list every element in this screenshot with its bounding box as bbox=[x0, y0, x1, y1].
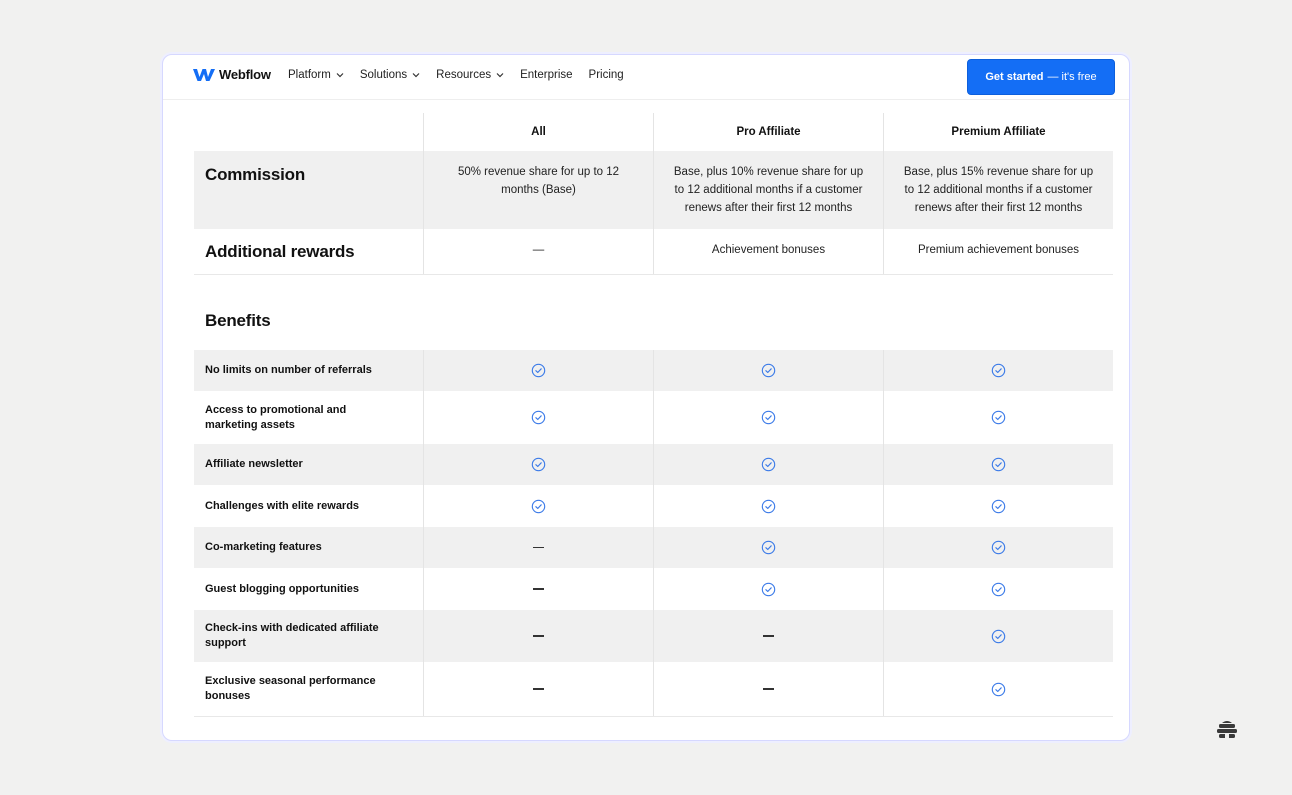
benefit-cell-all bbox=[423, 391, 653, 444]
top-nav bbox=[163, 55, 1129, 100]
chevron-down-icon bbox=[412, 72, 420, 78]
benefit-row bbox=[194, 568, 1113, 610]
dash-icon bbox=[763, 688, 774, 689]
rewards-pro bbox=[653, 229, 883, 274]
check-circle-icon bbox=[991, 499, 1006, 514]
check-circle-icon bbox=[991, 457, 1006, 472]
header-row bbox=[194, 113, 1113, 151]
chevron-down-icon bbox=[496, 72, 504, 78]
column-header-pro: Pro Affiliate bbox=[653, 113, 883, 151]
benefit-label: No limits on number of referrals bbox=[205, 364, 372, 376]
commission-premium-text: Base, plus 15% revenue share for up to 12 additional months if a customer renews after their first 12 months bbox=[903, 166, 1094, 214]
nav-item-enterprise[interactable] bbox=[520, 69, 572, 81]
benefits-title-row bbox=[194, 275, 1113, 350]
commission-pro-text: Base, plus 10% revenue share for up to 12 additional months if a customer renews after their first 12 months bbox=[673, 166, 864, 214]
benefit-label: Challenges with elite rewards bbox=[205, 499, 360, 512]
nav-item-label: Pricing bbox=[588, 69, 624, 81]
nav-item-solutions[interactable] bbox=[360, 69, 420, 81]
benefit-label: Co-marketing features bbox=[205, 541, 322, 553]
benefit-cell-all bbox=[423, 350, 653, 391]
comparison-table bbox=[194, 113, 1113, 717]
benefit-label: Check-ins with dedicated affiliate support bbox=[205, 622, 379, 649]
benefit-row bbox=[194, 527, 1113, 568]
commission-all bbox=[423, 151, 653, 229]
check-circle-icon bbox=[531, 363, 546, 378]
commission-label-cell bbox=[194, 151, 423, 229]
check-circle-icon bbox=[991, 363, 1006, 378]
benefit-cell-premium bbox=[883, 568, 1113, 610]
column-header-all: All bbox=[423, 113, 653, 151]
check-circle-icon bbox=[531, 457, 546, 472]
dash-icon bbox=[763, 635, 774, 636]
benefit-cell-pro bbox=[653, 568, 883, 610]
benefit-label-cell bbox=[194, 610, 423, 662]
check-circle-icon bbox=[761, 540, 776, 555]
header-empty bbox=[194, 113, 423, 151]
benefit-label-cell bbox=[194, 391, 423, 444]
rewards-label-cell bbox=[194, 229, 423, 274]
logo[interactable] bbox=[193, 67, 271, 82]
beehive-icon[interactable] bbox=[1215, 718, 1239, 742]
benefit-cell-pro bbox=[653, 350, 883, 391]
commission-all-text: 50% revenue share for up to 12 months (Base) bbox=[457, 166, 620, 196]
benefit-cell-pro bbox=[653, 610, 883, 662]
benefit-cell-all bbox=[423, 444, 653, 485]
benefit-label-cell bbox=[194, 485, 423, 527]
cta-light-label: — it's free bbox=[1047, 71, 1097, 83]
benefit-label: Affiliate newsletter bbox=[205, 458, 303, 470]
logo-text: Webflow bbox=[219, 67, 271, 82]
commission-pro bbox=[653, 151, 883, 229]
benefit-rows bbox=[194, 350, 1113, 717]
webflow-logo-icon bbox=[193, 68, 215, 82]
benefit-row bbox=[194, 444, 1113, 485]
nav-item-pricing[interactable] bbox=[589, 69, 624, 81]
dash-icon bbox=[533, 547, 544, 548]
benefit-cell-premium bbox=[883, 444, 1113, 485]
nav-item-label: Platform bbox=[288, 69, 331, 81]
nav-item-resources[interactable] bbox=[436, 69, 504, 81]
benefits-title: Benefits bbox=[205, 310, 271, 330]
check-circle-icon bbox=[531, 499, 546, 514]
benefit-label: Guest blogging opportunities bbox=[205, 582, 359, 595]
commission-label: Commission bbox=[205, 165, 306, 184]
benefit-cell-pro bbox=[653, 444, 883, 485]
dash-icon bbox=[533, 688, 544, 689]
benefit-cell-all bbox=[423, 610, 653, 662]
benefit-row bbox=[194, 610, 1113, 662]
benefit-row bbox=[194, 662, 1113, 717]
get-started-button[interactable] bbox=[967, 59, 1115, 95]
benefit-row bbox=[194, 350, 1113, 391]
benefit-cell-pro bbox=[653, 485, 883, 527]
benefit-cell-all bbox=[423, 485, 653, 527]
nav-item-platform[interactable] bbox=[288, 69, 344, 81]
benefit-cell-pro bbox=[653, 527, 883, 568]
benefit-label-cell bbox=[194, 444, 423, 485]
nav-item-label: Solutions bbox=[359, 69, 408, 81]
rewards-all-text: — bbox=[532, 244, 545, 256]
benefit-cell-all bbox=[423, 568, 653, 610]
check-circle-icon bbox=[991, 629, 1006, 644]
rewards-all bbox=[423, 229, 653, 274]
nav-item-label: Enterprise bbox=[520, 69, 573, 81]
check-circle-icon bbox=[761, 582, 776, 597]
benefit-label-cell bbox=[194, 350, 423, 391]
check-circle-icon bbox=[761, 363, 776, 378]
rewards-row bbox=[194, 229, 1113, 275]
benefit-cell-premium bbox=[883, 391, 1113, 444]
rewards-label: Additional rewards bbox=[205, 241, 355, 261]
dash-icon bbox=[533, 635, 544, 636]
benefit-row bbox=[194, 391, 1113, 444]
nav-item-label: Resources bbox=[436, 69, 492, 81]
check-circle-icon bbox=[531, 410, 546, 425]
check-circle-icon bbox=[991, 410, 1006, 425]
benefit-label: Access to promotional and marketing assets bbox=[205, 403, 347, 431]
benefit-cell-premium bbox=[883, 662, 1113, 716]
benefits-title-cell bbox=[194, 275, 423, 350]
benefit-cell-premium bbox=[883, 527, 1113, 568]
nav-menu bbox=[288, 69, 624, 81]
rewards-pro-text: Achievement bonuses bbox=[711, 244, 826, 256]
chevron-down-icon bbox=[336, 72, 344, 78]
benefit-row bbox=[194, 485, 1113, 527]
check-circle-icon bbox=[761, 457, 776, 472]
cta-bold-label: Get started bbox=[985, 71, 1044, 83]
check-circle-icon bbox=[991, 582, 1006, 597]
check-circle-icon bbox=[991, 682, 1006, 697]
dash-icon bbox=[533, 588, 544, 589]
benefit-cell-pro bbox=[653, 391, 883, 444]
rewards-premium-text: Premium achievement bonuses bbox=[917, 244, 1080, 256]
benefit-cell-all bbox=[423, 527, 653, 568]
check-circle-icon bbox=[991, 540, 1006, 555]
commission-premium bbox=[883, 151, 1113, 229]
benefit-cell-premium bbox=[883, 350, 1113, 391]
benefit-cell-all bbox=[423, 662, 653, 716]
benefit-label-cell bbox=[194, 662, 423, 716]
benefit-label: Exclusive seasonal performance bonuses bbox=[205, 675, 376, 702]
benefit-label-cell bbox=[194, 568, 423, 610]
benefit-label-cell bbox=[194, 527, 423, 568]
check-circle-icon bbox=[761, 410, 776, 425]
benefit-cell-premium bbox=[883, 485, 1113, 527]
benefit-cell-pro bbox=[653, 662, 883, 716]
check-circle-icon bbox=[761, 499, 776, 514]
commission-row bbox=[194, 151, 1113, 229]
rewards-premium bbox=[883, 229, 1113, 274]
browser-frame bbox=[162, 54, 1130, 741]
benefit-cell-premium bbox=[883, 610, 1113, 662]
column-header-premium: Premium Affiliate bbox=[883, 113, 1113, 151]
